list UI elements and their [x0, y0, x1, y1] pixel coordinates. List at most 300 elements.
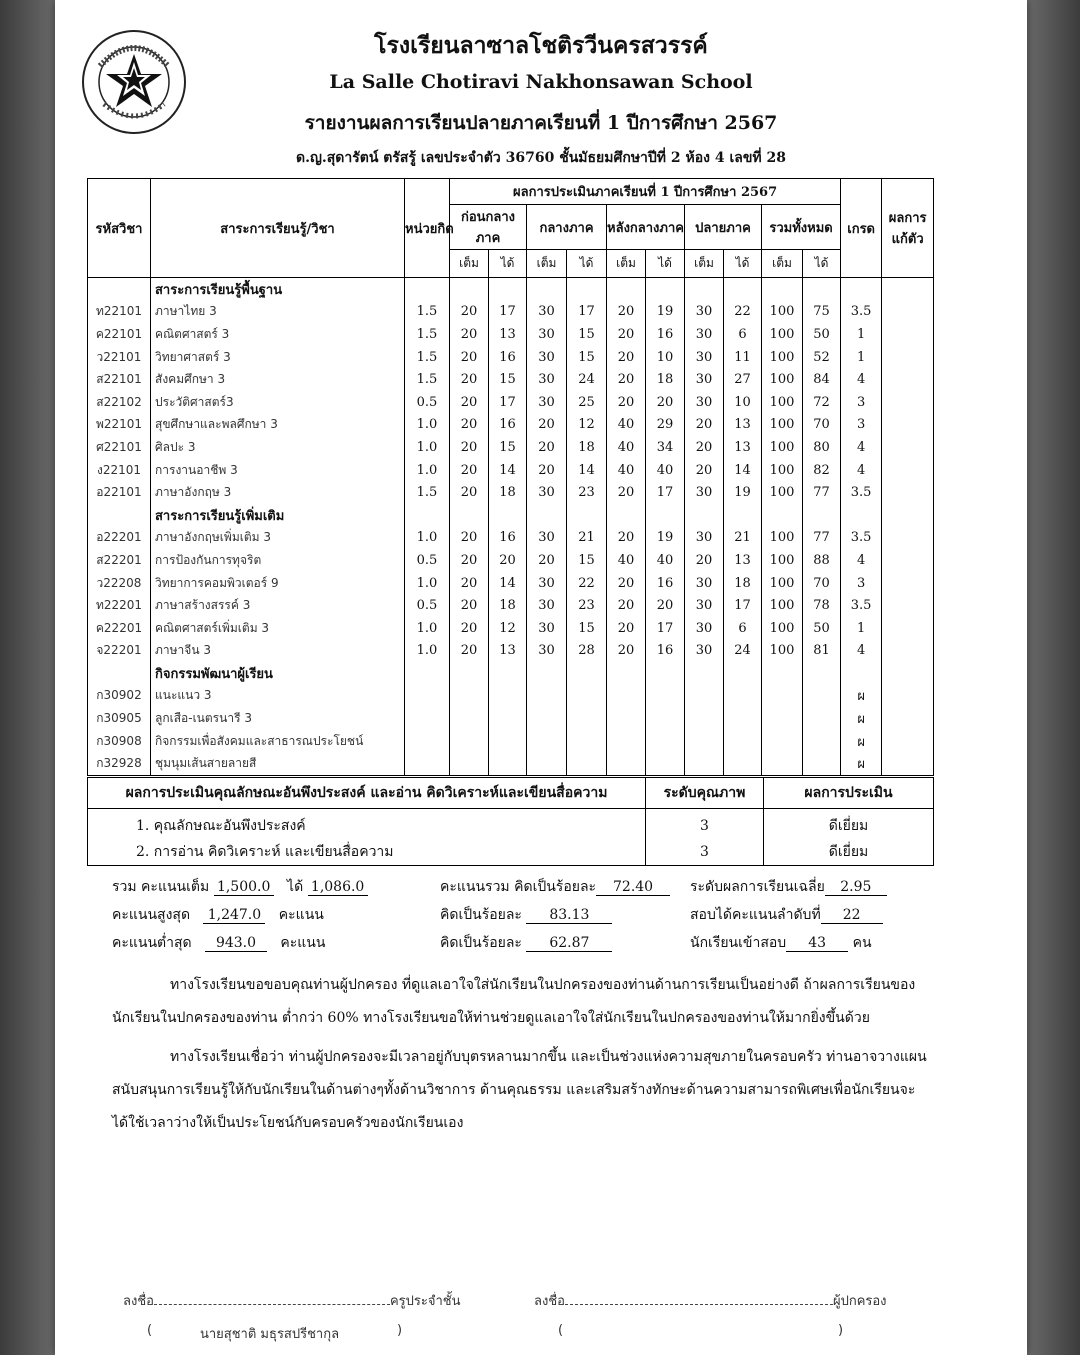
max-percent-value: 83.13: [526, 907, 612, 924]
header-full: เต็ม: [607, 250, 646, 278]
empty-cell: [841, 278, 882, 301]
header-fix: ผลการแก้ตัว: [882, 179, 934, 278]
score-got: 19: [646, 527, 685, 550]
empty-cell: [527, 278, 567, 301]
score-full: 30: [527, 640, 567, 663]
school-name-thai: โรงเรียนลาซาลโชติรวีนครสวรรค์: [374, 32, 708, 59]
score-got: 10: [646, 346, 685, 369]
score-got: [803, 752, 841, 775]
score-full: [762, 730, 803, 753]
table-row: [88, 594, 934, 617]
empty-cell: [489, 662, 527, 685]
score-got: 17: [489, 301, 527, 324]
score-got: 52: [803, 346, 841, 369]
score-got: 14: [489, 572, 527, 595]
header-final: ปลายภาค: [685, 205, 762, 250]
students-row: [690, 932, 872, 954]
header-full: เต็ม: [527, 250, 567, 278]
score-got: 15: [567, 617, 607, 640]
total-percent-label: คะแนนรวม คิดเป็นร้อยละ: [440, 879, 597, 895]
score-full: 20: [607, 617, 646, 640]
subject-name: ลูกเสือ-เนตรนารี 3: [151, 707, 405, 730]
empty-cell: [803, 504, 841, 527]
table-row: [88, 368, 934, 391]
subject-name: ภาษาสร้างสรรค์ 3: [151, 594, 405, 617]
empty-cell: [88, 504, 151, 527]
score-got: 24: [567, 368, 607, 391]
fix-result: [882, 414, 934, 437]
score-got: [724, 685, 762, 708]
total-got-value: 1,086.0: [308, 879, 368, 896]
empty-cell: [685, 278, 724, 301]
score-got: 14: [489, 459, 527, 482]
credit-value: 1.0: [405, 436, 450, 459]
score-got: 17: [489, 391, 527, 414]
score-full: 100: [762, 301, 803, 324]
header-grade: เกรด: [841, 179, 882, 278]
score-full: 100: [762, 323, 803, 346]
credit-value: 1.0: [405, 527, 450, 550]
grade-value: ผ: [841, 730, 882, 753]
table-row: [88, 323, 934, 346]
total-percent-row: [440, 876, 670, 898]
score-full: 20: [607, 481, 646, 504]
empty-cell: [607, 278, 646, 301]
score-full: 30: [685, 368, 724, 391]
score-got: 70: [803, 414, 841, 437]
score-got: 13: [724, 436, 762, 459]
score-got: 78: [803, 594, 841, 617]
subject-name: วิทยาการคอมพิวเตอร์ 9: [151, 572, 405, 595]
score-got: 72: [803, 391, 841, 414]
table-row: [88, 549, 934, 572]
teacher-name-close-paren: ): [397, 1323, 403, 1338]
section-row: [88, 662, 934, 685]
empty-cell: [762, 278, 803, 301]
empty-cell: [450, 278, 489, 301]
empty-cell: [405, 278, 450, 301]
credit-value: 1.5: [405, 301, 450, 324]
score-got: 6: [724, 617, 762, 640]
score-full: 20: [450, 640, 489, 663]
header-got: ได้: [567, 250, 607, 278]
table-row: [88, 436, 934, 459]
score-full: 20: [450, 346, 489, 369]
score-full: 20: [527, 459, 567, 482]
empty-cell: [762, 504, 803, 527]
score-got: 34: [646, 436, 685, 459]
credit-value: 0.5: [405, 594, 450, 617]
header-got: ได้: [489, 250, 527, 278]
score-got: 20: [646, 594, 685, 617]
subject-name: ศิลปะ 3: [151, 436, 405, 459]
fix-result: [882, 323, 934, 346]
score-full: 100: [762, 436, 803, 459]
score-got: 17: [724, 594, 762, 617]
empty-cell: [567, 504, 607, 527]
header-full: เต็ม: [685, 250, 724, 278]
score-full: 30: [527, 346, 567, 369]
score-got: 18: [489, 481, 527, 504]
table-row: [88, 707, 934, 730]
score-full: 30: [527, 301, 567, 324]
score-got: 6: [724, 323, 762, 346]
total-full-label: รวม คะแนนเต็ม: [112, 879, 210, 895]
empty-cell: [724, 662, 762, 685]
score-got: 82: [803, 459, 841, 482]
total-percent-value: 72.40: [596, 879, 670, 896]
report-title: รายงานผลการเรียนปลายภาคเรียนที่ 1 ปีการศึกษา 2567: [304, 112, 778, 134]
score-full: 30: [527, 481, 567, 504]
score-full: 20: [607, 346, 646, 369]
subject-name: ประวัติศาสตร์3: [151, 391, 405, 414]
right-background: [1027, 0, 1080, 1355]
students-label: นักเรียนเข้าสอบ: [690, 935, 787, 951]
grade-value: 3: [841, 414, 882, 437]
header-total: รวมทั้งหมด: [762, 205, 841, 250]
score-full: 20: [527, 436, 567, 459]
subject-code: ก32928: [88, 752, 151, 775]
school-name-english: La Salle Chotiravi Nakhonsawan School: [329, 71, 753, 93]
score-got: 13: [724, 549, 762, 572]
empty-cell: [803, 662, 841, 685]
grade-value: 3.5: [841, 481, 882, 504]
fix-result: [882, 527, 934, 550]
score-got: [646, 707, 685, 730]
subject-code: ค22201: [88, 617, 151, 640]
score-full: 100: [762, 391, 803, 414]
fix-result: [882, 368, 934, 391]
grade-value: 4: [841, 640, 882, 663]
score-full: [450, 707, 489, 730]
grade-value: ผ: [841, 707, 882, 730]
score-got: 10: [724, 391, 762, 414]
empty-cell: [607, 662, 646, 685]
header-full: เต็ม: [450, 250, 489, 278]
empty-cell: [724, 278, 762, 301]
subject-name: กิจกรรมเพื่อสังคมและสาธารณประโยชน์: [151, 730, 405, 753]
subject-code: ท22201: [88, 594, 151, 617]
header-got: ได้: [646, 250, 685, 278]
subject-name: คณิตศาสตร์เพิ่มเติม 3: [151, 617, 405, 640]
subject-code: ง22101: [88, 459, 151, 482]
student-info: ด.ญ.สุดารัตน์ ตรัสรู้ เลขประจำตัว 36760 ชั้นมัธยมศึกษาปีที่ 2 ห้อง 4 เลขที่ 28: [295, 150, 787, 166]
empty-cell: [489, 504, 527, 527]
score-full: [607, 752, 646, 775]
score-got: 77: [803, 481, 841, 504]
grade-value: 4: [841, 549, 882, 572]
score-full: 30: [685, 391, 724, 414]
score-got: 23: [567, 594, 607, 617]
score-full: [527, 752, 567, 775]
score-got: 40: [646, 549, 685, 572]
table-row: [88, 459, 934, 482]
score-got: [724, 752, 762, 775]
subject-name: คณิตศาสตร์ 3: [151, 323, 405, 346]
score-full: [685, 707, 724, 730]
paragraph-advice: [112, 1041, 942, 1140]
subject-code: พ22101: [88, 414, 151, 437]
left-background: [0, 0, 55, 1355]
score-got: 84: [803, 368, 841, 391]
score-full: [527, 730, 567, 753]
score-got: 12: [567, 414, 607, 437]
score-got: 24: [724, 640, 762, 663]
score-full: 40: [607, 414, 646, 437]
parent-name-close-paren: ): [838, 1323, 844, 1338]
score-full: 20: [450, 323, 489, 346]
fix-result: [882, 481, 934, 504]
table-row: [88, 617, 934, 640]
score-got: 14: [567, 459, 607, 482]
score-full: 20: [450, 594, 489, 617]
empty-cell: [646, 662, 685, 685]
score-got: 13: [489, 640, 527, 663]
total-got-label: ได้: [287, 879, 304, 895]
score-full: [450, 685, 489, 708]
score-full: 20: [607, 527, 646, 550]
score-got: 81: [803, 640, 841, 663]
score-full: 40: [607, 459, 646, 482]
table-row: [88, 752, 934, 775]
fix-result: [882, 617, 934, 640]
paragraph-line: นักเรียนในปกครองของท่าน ต่ำกว่า 60% ทางโรงเรียนขอให้ท่านช่วยดูแลเอาใจใส่นักเรียนในปกครองของท่านให้มากยิ่งขึ้นด้วย: [112, 1010, 870, 1026]
grade-value: 3: [841, 572, 882, 595]
score-got: 16: [646, 640, 685, 663]
score-got: 17: [567, 301, 607, 324]
empty-cell: [450, 504, 489, 527]
grade-value: 3: [841, 391, 882, 414]
score-got: 15: [489, 436, 527, 459]
grade-value: 1: [841, 323, 882, 346]
score-got: 27: [724, 368, 762, 391]
grade-value: 1: [841, 346, 882, 369]
table-row: [88, 414, 934, 437]
score-full: 20: [450, 414, 489, 437]
score-full: 30: [685, 640, 724, 663]
score-full: [450, 730, 489, 753]
score-full: [527, 685, 567, 708]
score-got: 77: [803, 527, 841, 550]
grade-value: 3.5: [841, 301, 882, 324]
score-got: 18: [724, 572, 762, 595]
score-full: 30: [685, 301, 724, 324]
score-full: 20: [450, 617, 489, 640]
teacher-name: นายสุชาติ มธุรสปรีชากุล: [200, 1327, 340, 1342]
score-got: 88: [803, 549, 841, 572]
empty-cell: [489, 278, 527, 301]
subject-name: สังคมศึกษา 3: [151, 368, 405, 391]
credit-value: [405, 707, 450, 730]
level-header: ระดับคุณภาพ: [646, 778, 764, 809]
score-got: 17: [646, 481, 685, 504]
total-full-value: 1,500.0: [214, 879, 274, 896]
score-full: [450, 752, 489, 775]
credit-value: [405, 730, 450, 753]
score-got: 17: [646, 617, 685, 640]
score-full: 30: [527, 391, 567, 414]
header-got: ได้: [724, 250, 762, 278]
attribute-result: ดีเยี่ยม: [828, 844, 869, 860]
score-full: 30: [685, 346, 724, 369]
empty-cell: [685, 504, 724, 527]
attributes-header: ผลการประเมินคุณลักษณะอันพึงประสงค์ และอ่าน คิดวิเคราะห์และเขียนสื่อความ: [88, 778, 646, 809]
header-before-mid: ก่อนกลางภาค: [450, 205, 527, 250]
score-full: 100: [762, 346, 803, 369]
score-full: 30: [685, 617, 724, 640]
subject-name: การงานอาชีพ 3: [151, 459, 405, 482]
result-header: ผลการประเมิน: [764, 778, 934, 809]
fix-result: [882, 752, 934, 775]
paragraph-thanks: [112, 969, 942, 1035]
max-score-value: 1,247.0: [203, 907, 265, 924]
rank-row: [690, 904, 883, 926]
parent-signature-line: [534, 1290, 887, 1311]
score-full: 20: [450, 481, 489, 504]
subject-code: จ22201: [88, 640, 151, 663]
empty-cell: [685, 662, 724, 685]
score-got: 20: [646, 391, 685, 414]
empty-cell: [646, 278, 685, 301]
subject-code: ว22101: [88, 346, 151, 369]
credit-value: 1.0: [405, 414, 450, 437]
score-got: [724, 730, 762, 753]
score-got: 21: [724, 527, 762, 550]
score-full: 20: [607, 572, 646, 595]
score-got: 15: [567, 346, 607, 369]
max-score-row: [112, 904, 324, 926]
score-got: 28: [567, 640, 607, 663]
score-got: 20: [489, 549, 527, 572]
score-full: 20: [450, 301, 489, 324]
subject-code: ก30905: [88, 707, 151, 730]
attributes-table: [87, 777, 934, 866]
max-score-unit: คะแนน: [278, 907, 324, 923]
teacher-role: ครูประจำชั้น: [389, 1294, 461, 1309]
table-row: [88, 301, 934, 324]
fix-result: [882, 685, 934, 708]
score-got: 16: [489, 346, 527, 369]
attribute-label: 2. การอ่าน คิดวิเคราะห์ และเขียนสื่อความ: [136, 844, 394, 860]
score-full: 100: [762, 640, 803, 663]
score-got: [646, 752, 685, 775]
score-full: 30: [685, 572, 724, 595]
header-full: เต็ม: [762, 250, 803, 278]
score-full: 20: [607, 301, 646, 324]
score-full: 20: [685, 414, 724, 437]
credit-value: 1.0: [405, 617, 450, 640]
subject-code: ว22208: [88, 572, 151, 595]
credit-value: 0.5: [405, 549, 450, 572]
table-row: [88, 572, 934, 595]
credit-value: 1.0: [405, 572, 450, 595]
score-got: [803, 730, 841, 753]
score-got: 25: [567, 391, 607, 414]
credit-value: [405, 685, 450, 708]
score-got: 18: [489, 594, 527, 617]
score-got: 13: [489, 323, 527, 346]
score-full: 100: [762, 572, 803, 595]
score-got: [567, 685, 607, 708]
subject-code: ก30902: [88, 685, 151, 708]
max-percent-row: [440, 904, 612, 926]
score-full: 30: [527, 617, 567, 640]
score-got: 12: [489, 617, 527, 640]
teacher-signature-line: [123, 1290, 460, 1311]
score-full: 20: [450, 527, 489, 550]
score-full: 20: [450, 572, 489, 595]
parent-role: ผู้ปกครอง: [832, 1294, 887, 1309]
score-got: [646, 730, 685, 753]
parent-name-open-paren: (: [558, 1323, 564, 1338]
score-full: [685, 685, 724, 708]
score-full: 20: [607, 323, 646, 346]
score-full: 100: [762, 594, 803, 617]
score-got: [567, 707, 607, 730]
gpa-value: 2.95: [825, 879, 887, 896]
subject-code: ท22101: [88, 301, 151, 324]
subject-name: ภาษาจีน 3: [151, 640, 405, 663]
table-row: [88, 481, 934, 504]
score-full: 30: [685, 323, 724, 346]
fix-result: [882, 549, 934, 572]
empty-cell: [646, 504, 685, 527]
score-full: 30: [685, 527, 724, 550]
score-got: 22: [567, 572, 607, 595]
paragraph-line: ทางโรงเรียนขอขอบคุณท่านผู้ปกครอง ที่ดูแลเอาใจใส่นักเรียนในปกครองของท่านด้านการเรียนเป็นอย่างดี ถ้าผลการเรียนของ: [170, 977, 916, 993]
score-got: 16: [489, 414, 527, 437]
score-got: 19: [724, 481, 762, 504]
grade-value: ผ: [841, 752, 882, 775]
score-full: 100: [762, 527, 803, 550]
score-full: 40: [607, 549, 646, 572]
empty-cell: [405, 662, 450, 685]
score-full: 20: [450, 436, 489, 459]
score-got: 18: [646, 368, 685, 391]
section-row: [88, 504, 934, 527]
grade-value: ผ: [841, 685, 882, 708]
score-full: [527, 707, 567, 730]
grade-value: 4: [841, 368, 882, 391]
score-full: 30: [527, 527, 567, 550]
score-full: 20: [607, 368, 646, 391]
score-full: 100: [762, 368, 803, 391]
score-full: 20: [527, 549, 567, 572]
credit-value: [405, 752, 450, 775]
table-row: [88, 685, 934, 708]
score-got: 15: [567, 323, 607, 346]
max-score-label: คะแนนสูงสุด: [112, 907, 191, 923]
score-got: [489, 752, 527, 775]
teacher-name-open-paren: (: [147, 1323, 153, 1338]
score-got: 16: [489, 527, 527, 550]
empty-cell: [882, 662, 934, 685]
attribute-level: 3: [700, 818, 709, 834]
score-full: 20: [450, 549, 489, 572]
score-full: 100: [762, 481, 803, 504]
table-row: [88, 527, 934, 550]
score-got: [489, 685, 527, 708]
fix-result: [882, 346, 934, 369]
header-mid: กลางภาค: [527, 205, 607, 250]
attribute-result: ดีเยี่ยม: [828, 818, 869, 834]
section-row: [88, 278, 934, 301]
paragraph-line: ทางโรงเรียนเชื่อว่า ท่านผู้ปกครองจะมีเวลาอยู่กับบุตรหลานมากขึ้น และเป็นช่วงแห่งความสุขภายในครอบครัว ท่านอาจวางแผน: [170, 1049, 927, 1065]
gpa-row: [690, 876, 887, 898]
header-evaluation: ผลการประเมินภาคเรียนที่ 1 ปีการศึกษา 2567: [450, 179, 841, 205]
max-percent-label: คิดเป็นร้อยละ: [440, 907, 522, 923]
empty-cell: [88, 662, 151, 685]
